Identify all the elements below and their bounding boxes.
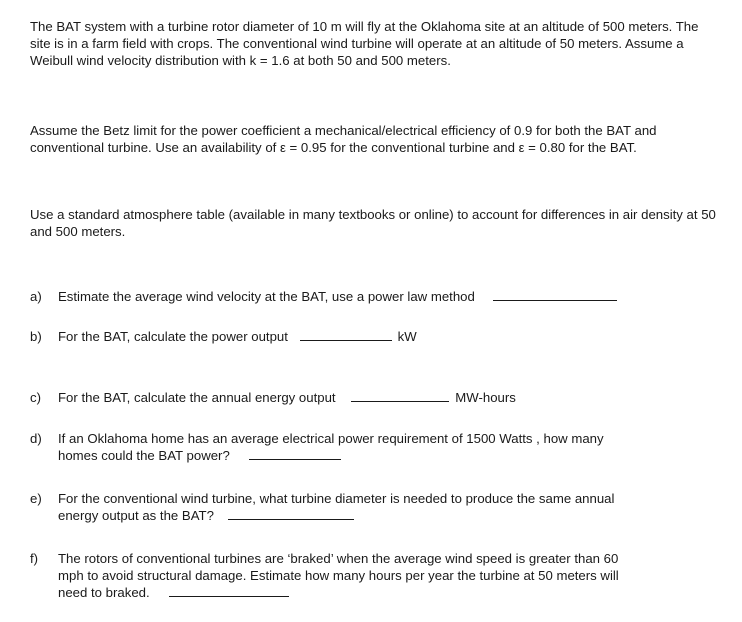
question-text: Estimate the average wind velocity at the BAT, use a power law method — [58, 289, 475, 304]
answer-blank-d[interactable] — [249, 447, 341, 460]
question-text: For the BAT, calculate the power output — [58, 329, 288, 344]
question-label: c) — [30, 390, 41, 405]
answer-blank-c[interactable] — [351, 389, 449, 402]
question-label: e) — [30, 491, 42, 506]
question-text: For the BAT, calculate the annual energy output — [58, 390, 336, 405]
question-text-line-3: need to braked. — [58, 585, 150, 600]
answer-blank-a[interactable] — [493, 288, 617, 301]
unit-label: kW — [397, 329, 417, 344]
question-label: b) — [30, 329, 42, 344]
answer-blank-b[interactable] — [300, 328, 392, 341]
question-text-line-1: If an Oklahoma home has an average electrical power requirement of 1500 Watts , how many — [58, 431, 604, 446]
question-text-line-1: For the conventional wind turbine, what turbine diameter is needed to produce the same annual — [58, 491, 615, 506]
unit-label: MW-hours — [455, 390, 516, 405]
answer-blank-f[interactable] — [169, 584, 289, 597]
question-text-line-2: energy output as the BAT? — [58, 508, 214, 523]
question-label: a) — [30, 289, 42, 304]
atmosphere-paragraph: Use a standard atmosphere table (available in many textbooks or online) to account for differences in air density at 50 and 500 meters. — [30, 207, 716, 239]
answer-blank-e[interactable] — [228, 507, 354, 520]
question-text-line-2: homes could the BAT power? — [58, 448, 230, 463]
assumptions-paragraph: Assume the Betz limit for the power coefficient a mechanical/electrical efficiency of 0.9 for both the BAT and conventional turbine. Use an availability of ε = 0.95 for the conventional turbine and ε = 0.80 for the BAT. — [30, 123, 657, 155]
question-text-line-2: mph to avoid structural damage. Estimate how many hours per year the turbine at 50 meters will — [58, 568, 619, 583]
question-label: d) — [30, 431, 42, 446]
intro-paragraph: The BAT system with a turbine rotor diameter of 10 m will fly at the Oklahoma site at an altitude of 500 meters. The site is in a farm field with crops. The conventional wind turbine will operate at an altitude of 50 meters. Assume a Weibull wind velocity distribution with k = 1.6 at both 50 and 500 meters. — [30, 19, 699, 68]
question-text-line-1: The rotors of conventional turbines are ‘braked’ when the average wind speed is greater than 60 — [58, 551, 619, 566]
question-label: f) — [30, 551, 39, 566]
